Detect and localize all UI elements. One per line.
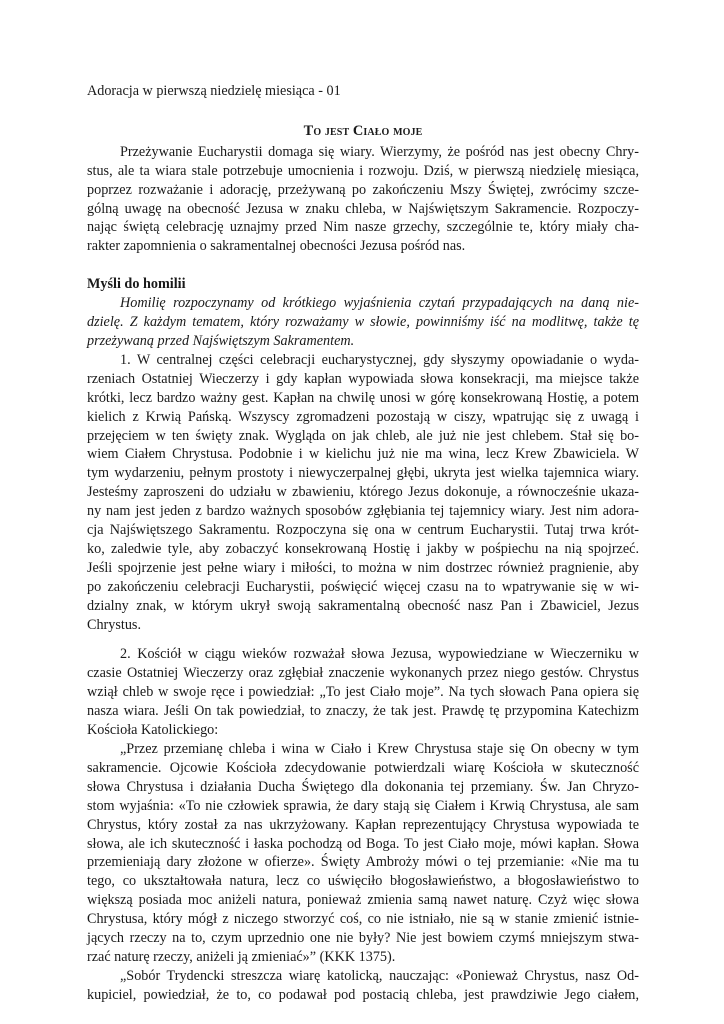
point-2-paragraph <box>87 645 639 740</box>
text-line: jących rzeczy na to, czym uprzednio one nie były? Nie jest bowiem czymś mniejszym stwa- <box>87 930 639 947</box>
text-line: rzeniach Ostatniej Wieczerzy i gdy kapłan wypowiada słowa konsekracji, ma miejsce także <box>87 370 639 387</box>
homily-intro-paragraph <box>87 294 639 351</box>
text-line: przeżywaną przed Najświętszym Sakramentem. <box>87 332 355 349</box>
text-line: ko, zaledwie tyle, aby zobaczyć konsekrowaną Hostię i jakby w pośpiechu na nią spojrzeć. <box>87 540 639 557</box>
text-line: dzielę. Z każdym tematem, który rozważamy w słowie, powinniśmy iść na modlitwę, także tę <box>87 314 639 331</box>
catechism-quote-paragraph <box>87 740 639 967</box>
text-line: nasza wiara. Jeśli On tak powiedział, to znaczy, że tak jest. Prawdę tę przypomina Katechizm <box>87 703 639 720</box>
text-line: „Przez przemianę chleba i wina w Ciało i Krew Chrystusa staje się On obecny w tym <box>120 741 639 757</box>
text-line: przemieniają dary złożone w ofierze». Święty Ambroży mówi o tej przemianie: «Nie ma tu <box>87 854 639 871</box>
document-title: To jest Ciało moje <box>303 122 423 139</box>
text-line: Chrystus. <box>87 616 141 633</box>
point-1-paragraph <box>87 351 639 635</box>
document-page <box>87 82 639 1005</box>
text-line: 1. W centralnej części celebracji eucharystycznej, gdy słyszymy opowiadanie o wyda- <box>120 351 639 368</box>
council-quote-paragraph <box>87 967 639 1005</box>
text-line: kielich z Krwią Pańską. Wszyscy zgromadzeni pozostają w ciszy, wpatrując się z uwagą i <box>87 408 639 425</box>
text-line: rzać naturę rzeczy, aniżeli ją zmieniać»” (KKK 1375). <box>87 948 396 965</box>
text-line: tym wydarzeniu, pełnym prostoty i niewyczerpalnej głębi, ukryta jest wielka tajemnica wiary. <box>87 465 639 482</box>
text-line: kupiciel, powiedział, że to, co podawał pod postacią chleba, jest prawdziwie Jego ciałem, <box>87 986 639 1003</box>
text-line: stom wyjaśnia: «To nie człowiek sprawia, że dary stają się Ciałem i Krwią Chrystusa, ale sam <box>87 797 639 814</box>
text-line: poprzez rozważanie i adorację, przeżywaną po zakończeniu Mszy Świętej, zwrócimy szcze- <box>87 181 639 198</box>
text-line: po zakończeniu celebracji Eucharystii, poświęcić więcej czasu na to wpatrywanie się w wi- <box>87 578 639 595</box>
text-line: tego, co ukształtowała natura, lecz co uświęciło błogosławieństwo, a błogosławieństwo to <box>87 873 639 890</box>
text-line: „Sobór Trydencki streszcza wiarę katolicką, nauczając: «Ponieważ Chrystus, nasz Od- <box>120 967 639 984</box>
text-line: gólną uwagę na obecność Jezusa w znaku chleba, w Najświętszym Sakramencie. Rozpoczy- <box>87 200 639 217</box>
intro-paragraph <box>87 143 639 256</box>
text-line: przejęciem w ten święty znak. Wygląda on jak chleb, ale już nie jest chlebem. Stał się bo- <box>87 427 639 444</box>
page-header: Adoracja w pierwszą niedzielę miesiąca - 01 <box>87 83 341 99</box>
text-line: ny nam jest jeden z bardzo ważnych sposobów zgłębiania tej tajemnicy wiary. Jest nim adora- <box>87 503 639 520</box>
text-line: cja Najświętszego Sakramentu. Rozpoczyna się ona w centrum Eucharystii. Tutaj trwa krót- <box>87 522 639 539</box>
text-line: Jesteśmy zaproszeni do udziału w zbawieniu, którego Jezus dokonuje, a równocześnie ukaza- <box>87 484 639 501</box>
text-line: dzialny znak, w którym ukrył swoją sakramentalną obecność nasz Pan i Zbawiciel, Jezus <box>87 597 639 614</box>
text-line: 2. Kościół w ciągu wieków rozważał słowa Jezusa, wypowiedziane w Wieczerniku w <box>120 646 639 663</box>
text-line: słowa, ale ich skuteczność i łaska pochodzą od Boga. To jest Ciało moje, mówi kapłan. Słowa <box>87 835 639 852</box>
text-line: czasie Ostatniej Wieczerzy oraz zgłębiał znaczenie wykonanych przez niego gestów. Chrystus <box>87 665 639 682</box>
text-line: słowa Chrystusa i działania Ducha Świętego dla dokonania tej przemiany. Św. Jan Chryzo- <box>87 778 639 795</box>
text-line: stus, ale ta wiara stale potrzebuje umocnienia i rozwoju. Dziś, w pierwszą niedzielę miesiąca, <box>87 162 639 179</box>
text-line: nając świętą celebrację uznajmy przed Nim nasze grzechy, szczególnie te, który miały cha- <box>87 219 639 236</box>
text-line: Chrystus, który został za nas ukrzyżowany. Kapłan reprezentujący Chrystusa wypowiada te <box>87 816 639 833</box>
text-line: Homilię rozpoczynamy od krótkiego wyjaśnienia czytań przypadających na daną nie- <box>120 295 639 312</box>
text-line: wziął chleb w swoje ręce i powiedział: „To jest Ciało moje”. Na tych słowach Pana opiera się <box>87 684 639 701</box>
text-line: rakter zapomnienia o sakramentalnej obecności Jezusa pośród nas. <box>87 238 466 255</box>
text-line: Chrystusa, który mógł z niczego stworzyć coś, co nie istniało, nie są w stanie zmienić istnie- <box>87 911 639 928</box>
text-line: sakramencie. Ojcowie Kościoła zdecydowanie potwierdzali wiarę Kościoła w skuteczność <box>87 759 639 776</box>
text-line: krótki, lecz bardzo ważny gest. Kapłan na chwilę unosi w górę konsekrowaną Hostię, a potem <box>87 389 639 406</box>
text-line: wiem Ciałem Chrystusa. Podobnie i w kielichu już nie ma wina, lecz Krew Zbawiciela. W <box>87 446 639 463</box>
text-line: Kościoła Katolickiego: <box>87 722 219 739</box>
homily-heading: Myśli do homilii <box>87 276 186 293</box>
text-line: Przeżywanie Eucharystii domaga się wiary. Wierzymy, że pośród nas jest obecny Chry- <box>120 143 639 160</box>
text-line: większą posiada moc aniżeli natura, ponieważ zmienia samą nawet naturę. Czyż więc słowa <box>87 892 639 909</box>
text-line: Jeśli spojrzenie jest pełne wiary i miłości, to można w nim dostrzec również pragnienie, aby <box>87 559 639 576</box>
